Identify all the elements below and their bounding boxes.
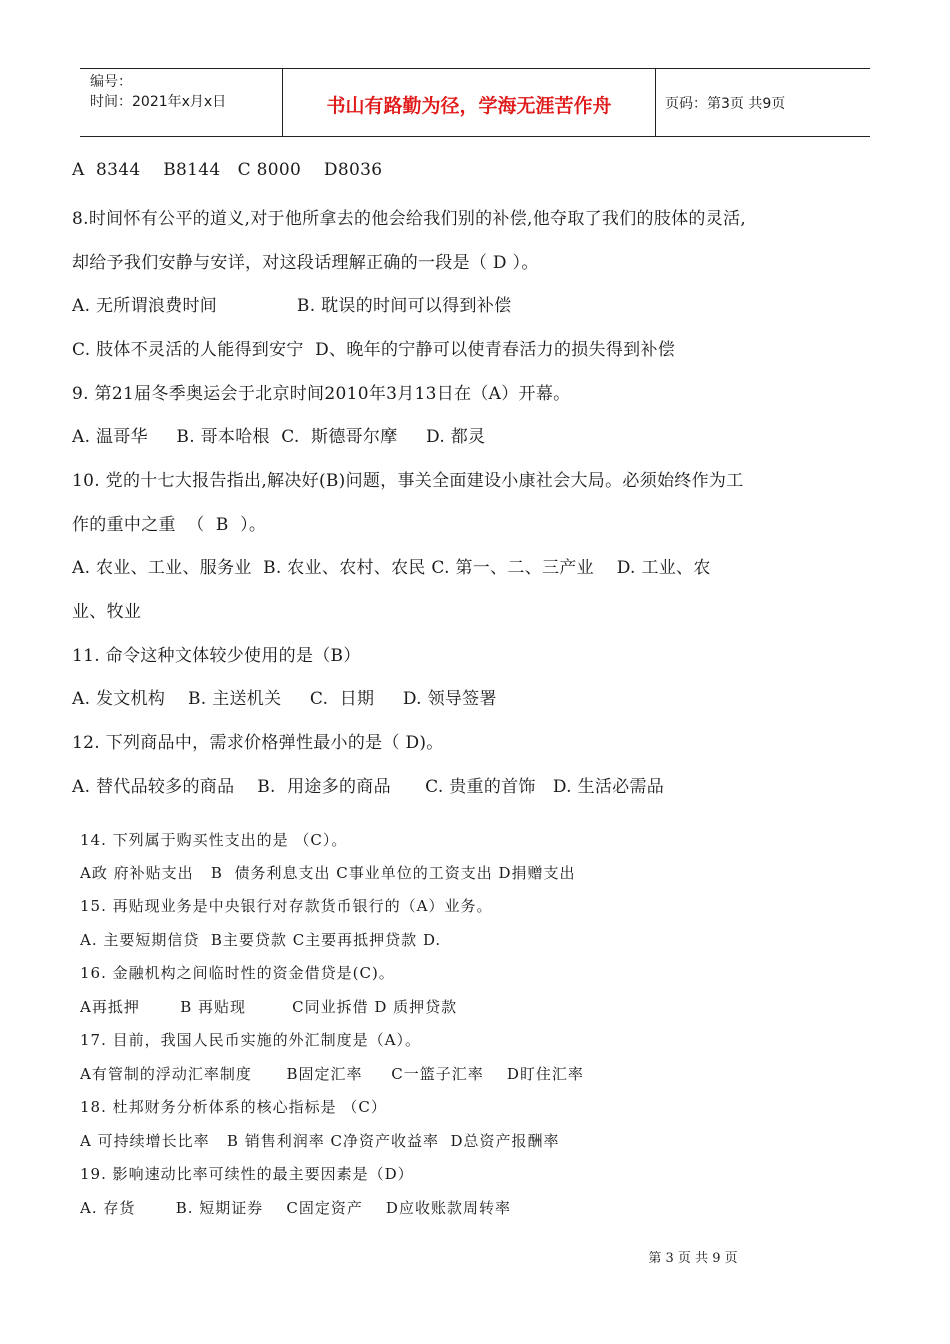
text-line: 17. 目前，我国人民币实施的外汇制度是（A）。 bbox=[80, 1031, 421, 1049]
text-line: A. 温哥华 B. 哥本哈根 C. 斯德哥尔摩 D. 都灵 bbox=[72, 427, 486, 447]
header-table bbox=[80, 68, 870, 137]
text-line: A. 农业、工业、服务业 B. 农业、农村、农民 C. 第一、二、三产业 D. 工业、农 bbox=[72, 558, 711, 578]
text-line: A. 无所谓浪费时间 B. 耽误的时间可以得到补偿 bbox=[72, 296, 512, 316]
header-center-cell bbox=[282, 69, 656, 136]
text-line: 19. 影响速动比率可续性的最主要因素是（D） bbox=[80, 1165, 414, 1183]
text-line: A. 发文机构 B. 主送机关 C. 日期 D. 领导签署 bbox=[72, 689, 497, 709]
header-left-cell bbox=[80, 69, 282, 136]
header-right-cell bbox=[656, 69, 870, 136]
page-footer bbox=[0, 1247, 950, 1266]
text-line: 18. 杜邦财务分析体系的核心指标是 （C） bbox=[80, 1098, 387, 1116]
text-line: A有管制的浮动汇率制度 B固定汇率 C一篮子汇率 D盯住汇率 bbox=[80, 1065, 584, 1083]
text-line: 业、牧业 bbox=[72, 602, 142, 622]
text-line: A. 存货 B. 短期证券 C固定资产 D应收账款周转率 bbox=[80, 1199, 511, 1217]
text-line: 14. 下列属于购买性支出的是 （C）。 bbox=[80, 831, 348, 849]
footer-page-number: 第 3 页 共 9 页 bbox=[648, 1251, 738, 1266]
text-line: A政 府补贴支出 B 债务利息支出 C事业单位的工资支出 D捐赠支出 bbox=[80, 864, 576, 882]
text-line: 16. 金融机构之间临时性的资金借贷是(C)。 bbox=[80, 964, 395, 982]
text-line: C. 肢体不灵活的人能得到安宁 D、晚年的宁静可以使青春活力的损失得到补偿 bbox=[72, 340, 676, 360]
text-line: 8.时间怀有公平的道义,对于他所拿去的他会给我们别的补偿,他夺取了我们的肢体的灵活, bbox=[72, 209, 747, 229]
text-line: 作的重中之重 （ B ）。 bbox=[72, 515, 267, 535]
text-line: 12. 下列商品中，需求价格弹性最小的是（ D)。 bbox=[72, 733, 444, 753]
time-label: 时间：2021年x月x日 bbox=[90, 94, 227, 110]
text-line: A 可持续增长比率 B 销售利润率 C净资产收益率 D总资产报酬率 bbox=[80, 1132, 560, 1150]
text-line: 11. 命令这种文体较少使用的是（B） bbox=[72, 646, 361, 666]
text-line: A 8344 B8144 C 8000 D8036 bbox=[72, 160, 383, 180]
motto: 书山有路勤为径，学海无涯苦作舟 bbox=[326, 95, 612, 117]
text-line: 15. 再贴现业务是中央银行对存款货币银行的（A）业务。 bbox=[80, 897, 493, 915]
text-line: 却给予我们安静与安详，对这段话理解正确的一段是（ D ）。 bbox=[72, 253, 539, 273]
text-line: 10. 党的十七大报告指出,解决好(B)问题，事关全面建设小康社会大局。必须始终作为工 bbox=[72, 471, 744, 491]
page-code: 页码：第3页 共9页 bbox=[665, 95, 786, 112]
text-line: 9. 第21届冬季奥运会于北京时间2010年3月13日在（A）开幕。 bbox=[72, 384, 571, 404]
text-line: A再抵押 B 再贴现 C同业拆借 D 质押贷款 bbox=[80, 998, 458, 1016]
text-line: A. 主要短期信贷 B主要贷款 C主要再抵押贷款 D. bbox=[80, 931, 442, 949]
text-line: A. 替代品较多的商品 B. 用途多的商品 C. 贵重的首饰 D. 生活必需品 bbox=[72, 777, 665, 797]
number-label: 编号： bbox=[90, 74, 132, 90]
